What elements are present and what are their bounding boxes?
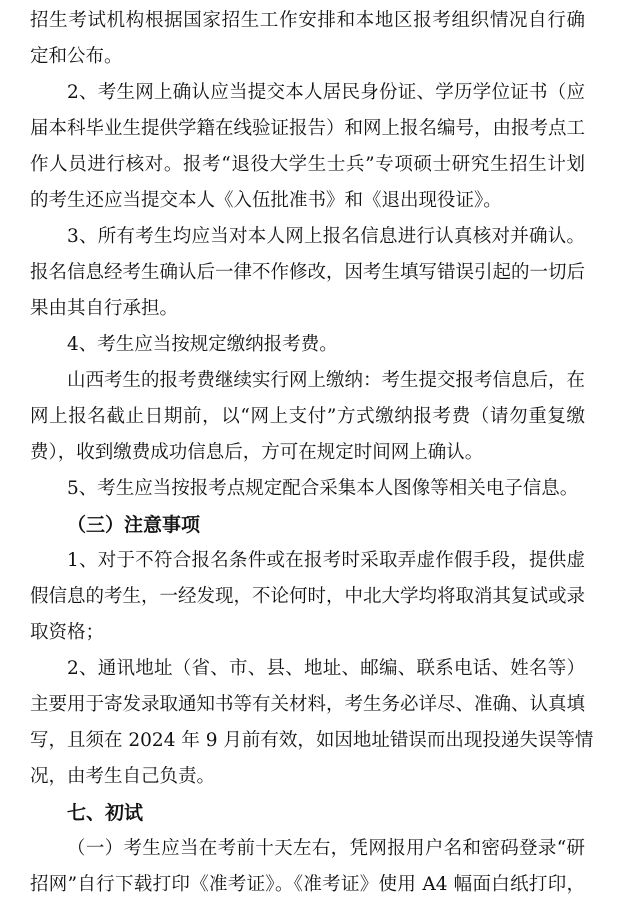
text-line: 假信息的考生，一经发现，不论何时，中北大学均将取消其复试或录 [30, 586, 586, 607]
text-line: 3、所有考生均应当对本人网上报名信息进行认真核对并确认。 [67, 226, 585, 247]
text-line: 取资格； [30, 622, 105, 643]
text-line: 山西考生的报考费继续实行网上缴纳：考生提交报考信息后，在 [67, 370, 586, 391]
text-line: 的考生还应当提交本人《入伍批准书》和《退出现役证》。 [30, 190, 502, 211]
text-line: 定和公布。 [30, 46, 123, 67]
text-line: 写，且须在 2024 年 9 月前有效，如因地址错误而出现投递失误等情 [30, 730, 594, 751]
text-line: 4、考生应当按规定缴纳报考费。 [67, 334, 338, 355]
text-line: 主要用于寄发录取通知书等有关材料，考生务必详尽、准确、认真填 [30, 694, 586, 715]
section-heading: 七、初试 [67, 802, 144, 824]
document-page [30, 3, 594, 903]
text-line: 果由其自行承担。 [30, 298, 179, 319]
text-line: 费），收到缴费成功信息后，方可在规定时间网上确认。 [30, 442, 484, 463]
text-line: 2、通讯地址（省、市、县、地址、邮编、联系电话、姓名等） [67, 658, 585, 679]
text-line: 5、考生应当按报考点规定配合采集本人图像等相关电子信息。 [67, 478, 579, 499]
text-line: 2、考生网上确认应当提交本人居民身份证、学历学位证书（应 [67, 82, 585, 103]
text-line: 作人员进行核对。报考“退役大学生士兵”专项硕士研究生招生计划 [30, 154, 585, 175]
text-line: 招生考试机构根据国家招生工作安排和本地区报考组织情况自行确 [30, 10, 585, 31]
text-line: 况，由考生自己负责。 [30, 766, 216, 787]
text-line: 网上报名截止日期前，以“网上支付”方式缴纳报考费（请勿重复缴 [30, 406, 585, 427]
text-line: 届本科毕业生提供学籍在线验证报告）和网上报名编号，由报考点工 [30, 118, 586, 139]
text-line: 招网”自行下载打印《准考证》。《准考证》使用 A4 幅面白纸打印， [30, 874, 585, 895]
section-heading: （三）注意事项 [67, 514, 201, 536]
text-line: （一）考生应当在考前十天左右，凭网报用户名和密码登录“研 [67, 838, 585, 859]
text-line: 1、对于不符合报名条件或在报考时采取弄虚作假手段，提供虚 [67, 550, 585, 571]
text-line: 报名信息经考生确认后一律不作修改，因考生填写错误引起的一切后 [30, 262, 586, 283]
